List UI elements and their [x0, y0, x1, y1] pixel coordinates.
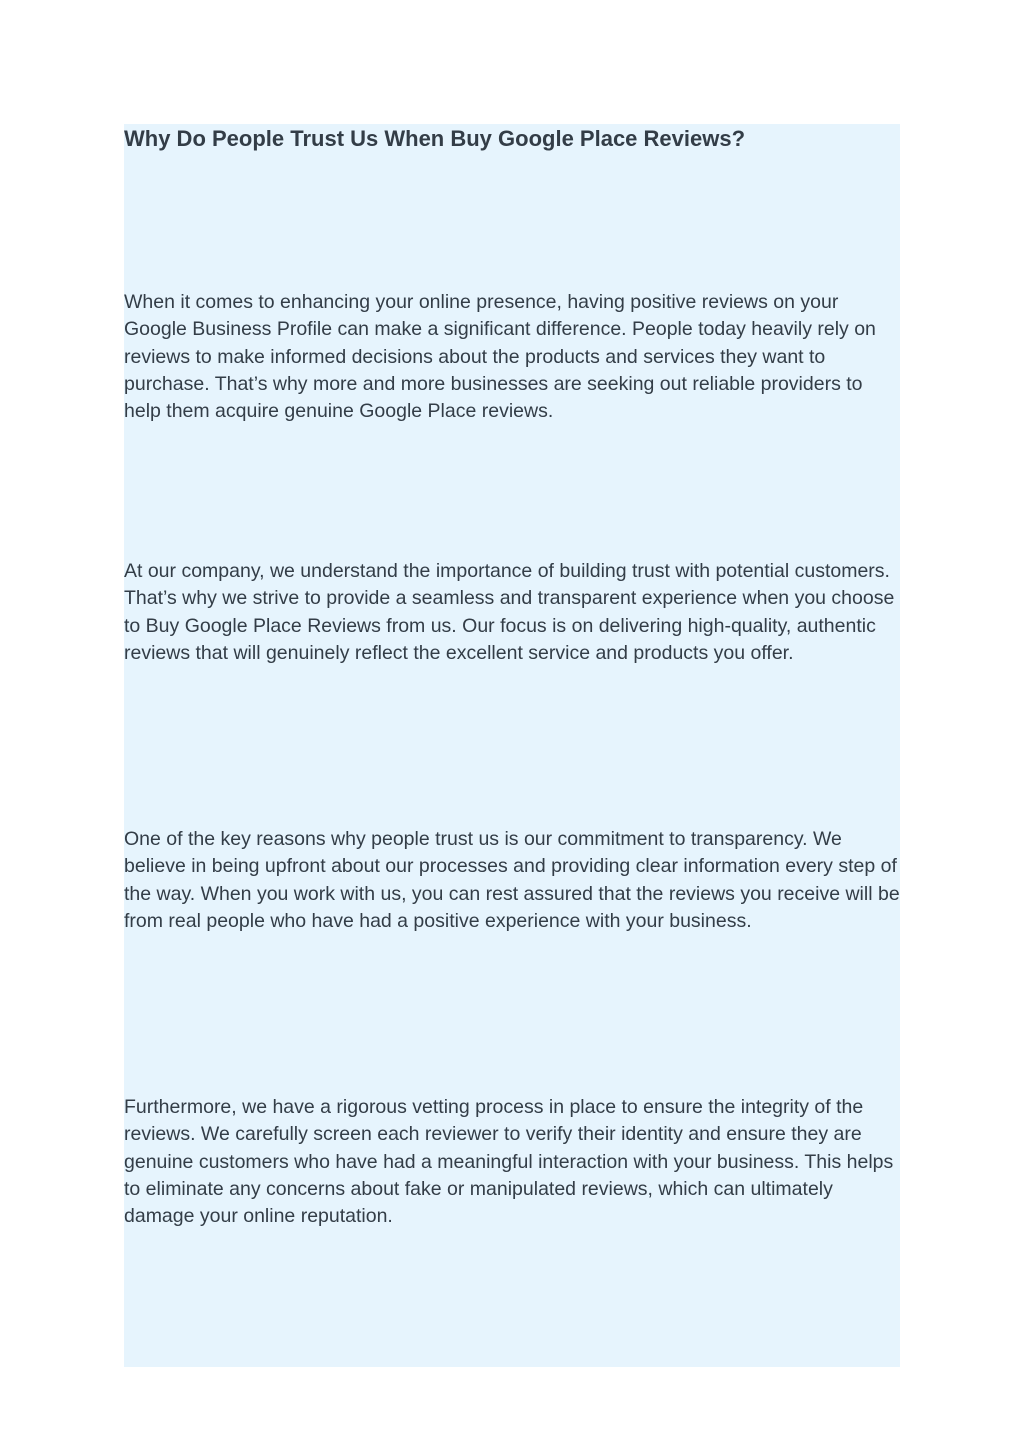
paragraph-trust: At our company, we understand the importance of building trust with potential customers. That’s why we strive to provide a seamless and transparent experience when you choose to Buy Google Place Reviews from us. Our focus is on delivering high-quality, authentic reviews that will genuinely reflect the excellent service and products you offer. — [124, 560, 895, 664]
paragraph-transparency: One of the key reasons why people trust us is our commitment to transparency. We believe in being upfront about our processes and providing clear information every step of the way. When you work with us, you can rest assured that the reviews you receive will be from real people who have had a positive experience with your business. — [124, 828, 900, 932]
paragraph-vetting: Furthermore, we have a rigorous vetting process in place to ensure the integrity of the reviews. We carefully screen each reviewer to verify their identity and ensure they are genuine customers who have had a meaningful interaction with your business. This helps to eliminate any concerns about fake or manipulated reviews, which can ultimately damage your online reputation. — [124, 1096, 894, 1228]
page-title: Why Do People Trust Us When Buy Google Place Reviews? — [124, 126, 746, 151]
paragraph-intro: When it comes to enhancing your online presence, having positive reviews on your Google Business Profile can make a significant difference. People today heavily rely on reviews to make informed decisions about the products and services they want to purchase. That’s why more and more businesses are seeking out reliable providers to help them acquire genuine Google Place reviews. — [124, 291, 876, 423]
